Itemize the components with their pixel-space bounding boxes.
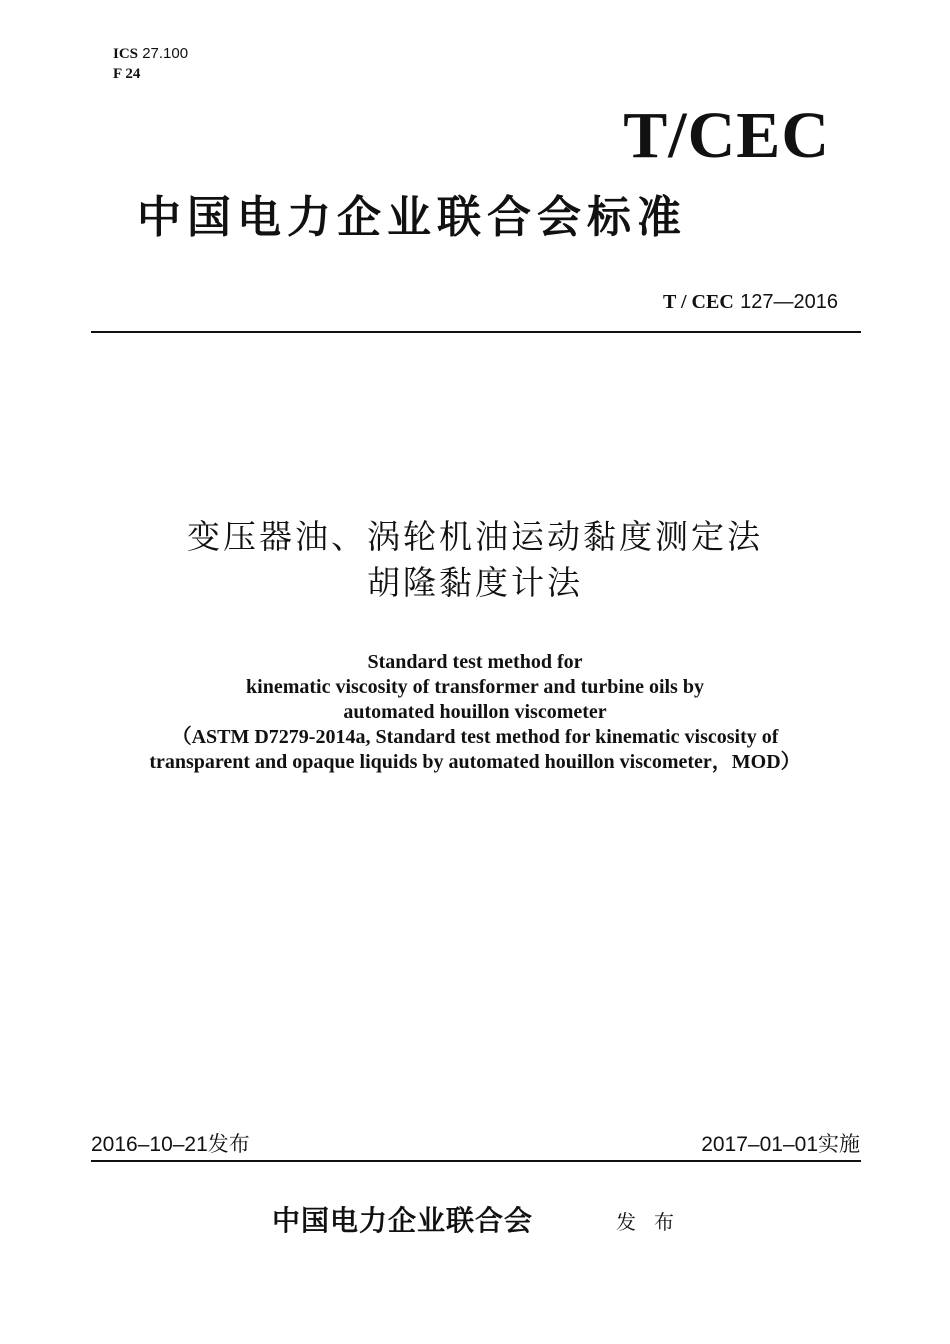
title-en-line1: Standard test method for	[367, 651, 583, 673]
bottom-divider	[91, 1160, 861, 1162]
ics-value: 27.100	[142, 45, 189, 62]
classification-codes	[113, 44, 188, 84]
ccs-code: F 24	[113, 66, 141, 82]
ics-code	[113, 44, 188, 64]
standard-number	[663, 288, 838, 315]
issue-date-label: 发布	[207, 1132, 250, 1156]
title-en	[75, 650, 875, 775]
standard-code: T / CEC	[663, 291, 734, 313]
title-cn-line2: 胡隆黏度计法	[367, 563, 583, 602]
title-en-line4: （ASTM D7279-2014a, Standard test method for kinematic viscosity of	[171, 726, 779, 748]
implementation-date-value: 2017–01–01	[701, 1133, 818, 1156]
publisher-label: 发布	[616, 1210, 692, 1234]
standard-logo: T/CEC	[623, 99, 830, 172]
implementation-date	[701, 1130, 860, 1159]
title-en-line2: kinematic viscosity of transformer and turbine oils by	[246, 676, 704, 698]
title-en-line5: transparent and opaque liquids by automated houillon viscometer，MOD）	[149, 751, 801, 773]
top-divider	[91, 331, 861, 333]
organization-standard-title: 中国电力企业联合会标准	[137, 192, 687, 243]
issue-date-value: 2016–10–21	[91, 1133, 208, 1156]
implementation-date-label: 实施	[818, 1132, 860, 1156]
publisher-name: 中国电力企业联合会	[272, 1204, 534, 1237]
issue-date	[91, 1130, 250, 1159]
title-cn-line1: 变压器油、涡轮机油运动黏度测定法	[187, 517, 763, 556]
ics-label: ICS	[113, 46, 139, 62]
title-en-line3: automated houillon viscometer	[343, 701, 607, 723]
standard-year-number: 127—2016	[740, 291, 838, 313]
